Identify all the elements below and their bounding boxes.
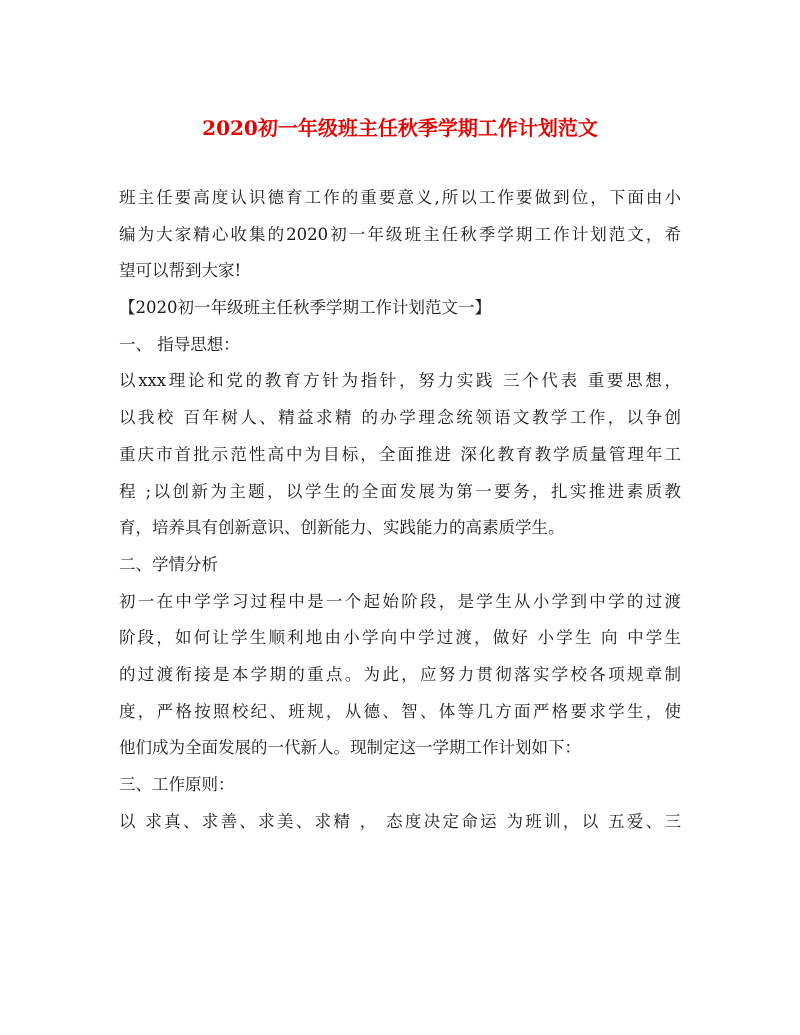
paragraph-line: 望可以帮到大家! <box>119 261 242 281</box>
document-title: 2020初一年级班主任秋季学期工作计划范文 <box>202 116 598 140</box>
paragraph-line: 他们成为全面发展的一代新人。现制定这一学期工作计划如下： <box>119 738 581 758</box>
document-body <box>119 180 681 840</box>
section-heading: 一、 指导思想： <box>119 334 240 354</box>
paragraph-line: 以xxx理论和党的教育方针为指针，努力实践 三个代表 重要思想， <box>119 371 681 391</box>
paragraph-line: 重庆市首批示范性高中为目标，全面推进 深化教育教学质量管理年工 <box>119 444 681 464</box>
section-heading: 二、学情分析 <box>119 554 218 574</box>
paragraph-line: 以我校 百年树人、精益求精 的办学理念统领语文教学工作，以争创 <box>119 408 681 428</box>
paragraph-line: 编为大家精心收集的2020初一年级班主任秋季学期工作计划范文，希 <box>119 224 681 244</box>
paragraph-line: 初一在中学学习过程中是一个起始阶段，是学生从小学到中学的过渡 <box>119 591 681 611</box>
section-heading: 【2020初一年级班主任秋季学期工作计划范文一】 <box>119 298 491 318</box>
paragraph-line: 程 ;以创新为主题，以学生的全面发展为第一要务，扎实推进素质教 <box>119 481 681 501</box>
paragraph-line: 育，培养具有创新意识、创新能力、实践能力的高素质学生。 <box>119 518 565 538</box>
paragraph-line: 度，严格按照校纪、班规，从德、智、体等几方面严格要求学生，使 <box>119 701 681 721</box>
paragraph-line: 班主任要高度认识德育工作的重要意义,所以工作要做到位，下面由小 <box>119 188 681 207</box>
paragraph-line: 以 求真、求善、求美、求精 ， 态度决定命运 为班训，以 五爱、三 <box>119 811 681 831</box>
section-heading: 三、工作原则： <box>119 775 235 794</box>
paragraph-line: 阶段，如何让学生顺利地由小学向中学过渡，做好 小学生 向 中学生 <box>119 628 681 648</box>
paragraph-line: 的过渡衔接是本学期的重点。为此，应努力贯彻落实学校各项规章制 <box>119 664 681 684</box>
